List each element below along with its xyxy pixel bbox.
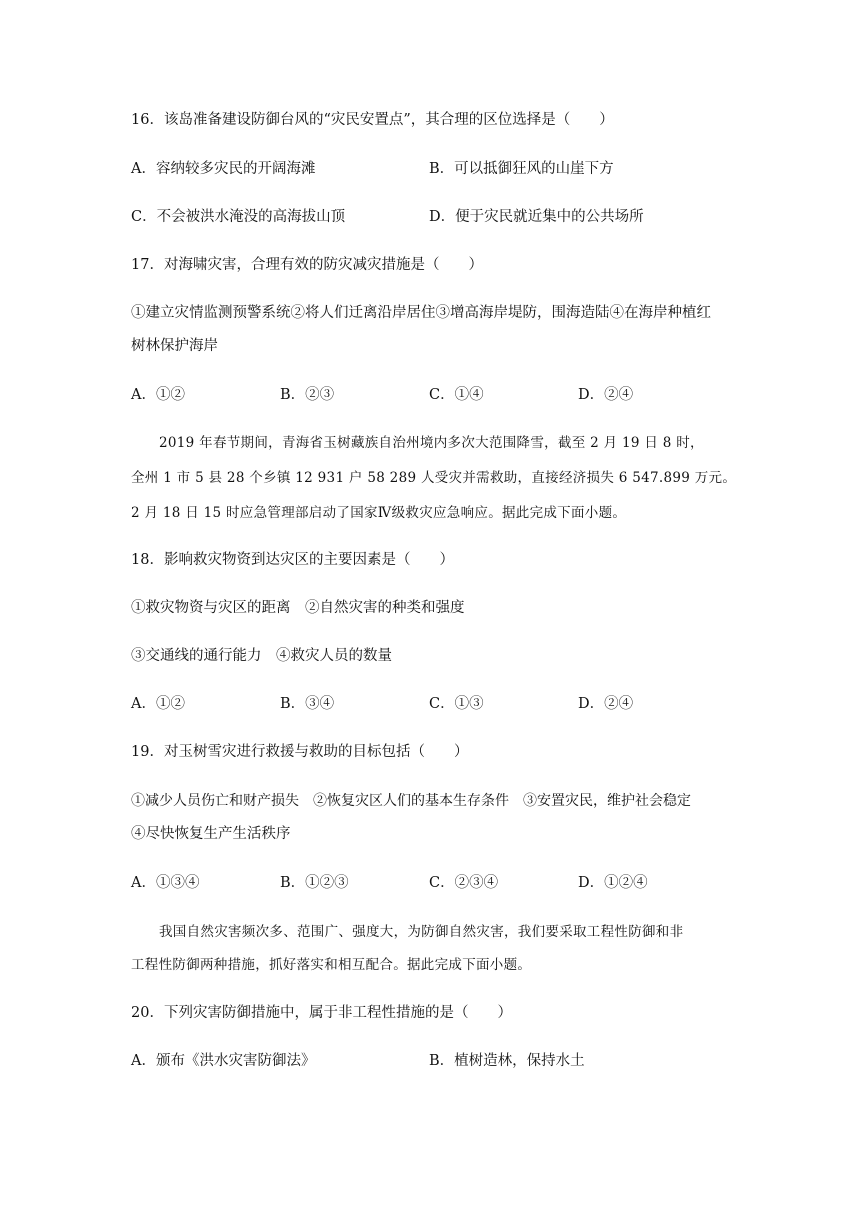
q16-option-b: B．可以抵御狂风的山崖下方 bbox=[429, 161, 614, 177]
q19-stem: 19．对玉树雪灾进行救援与救助的目标包括（ ） bbox=[131, 744, 469, 760]
q16-option-a: A．容纳较多灾民的开阔海滩 bbox=[131, 161, 316, 177]
q19-items-line1: ①减少人员伤亡和财产损失 ②恢复灾区人们的基本生存条件 ③安置灾民，维护社会稳定 bbox=[131, 793, 691, 809]
q17-items-line1: ①建立灾情监测预警系统②将人们迁离沿岸居住③增高海岸堤防，围海造陆④在海岸种植红 bbox=[131, 305, 711, 321]
q19-items-line2: ④尽快恢复生产生活秩序 bbox=[131, 826, 291, 842]
q20-option-b: B．植树造林，保持水土 bbox=[429, 1053, 585, 1069]
q17-option-a: A．①② bbox=[131, 387, 185, 403]
q18-items-line2: ③交通线的通行能力 ④救灾人员的数量 bbox=[131, 648, 392, 664]
q19-option-a: A．①③④ bbox=[131, 875, 200, 891]
passage1-line3: 2 月 18 日 15 时应急管理部启动了国家Ⅳ级救灾应急响应。据此完成下面小题。 bbox=[131, 505, 627, 521]
q16-option-c: C．不会被洪水淹没的高海拔山顶 bbox=[131, 209, 346, 225]
q20-stem: 20．下列灾害防御措施中，属于非工程性措施的是（ ） bbox=[131, 1005, 512, 1021]
q17-option-d: D．②④ bbox=[578, 387, 634, 403]
q18-option-c: C．①③ bbox=[429, 696, 484, 712]
q19-option-c: C．②③④ bbox=[429, 875, 499, 891]
passage1-line2: 全州 1 市 5 县 28 个乡镇 12 931 户 58 289 人受灾并需救助，直接经济损失 6 547.899 万元。 bbox=[131, 470, 737, 486]
q18-stem: 18．影响救灾物资到达灾区的主要因素是（ ） bbox=[131, 552, 454, 568]
q18-option-a: A．①② bbox=[131, 696, 185, 712]
q17-option-c: C．①④ bbox=[429, 387, 484, 403]
q19-option-b: B．①②③ bbox=[280, 875, 349, 891]
q18-option-b: B．③④ bbox=[280, 696, 335, 712]
q16-stem: 16．该岛准备建设防御台风的“灾民安置点”，其合理的区位选择是（ ） bbox=[131, 112, 614, 128]
passage2-line1: 我国自然灾害频次多、范围广、强度大，为防御自然灾害，我们要采取工程性防御和非 bbox=[159, 924, 684, 940]
q20-option-a: A．颁布《洪水灾害防御法》 bbox=[131, 1053, 316, 1069]
passage1-line1: 2019 年春节期间，青海省玉树藏族自治州境内多次大范围降雪，截至 2 月 19 日 8 时， bbox=[159, 435, 704, 451]
q18-option-d: D．②④ bbox=[578, 696, 634, 712]
q18-items-line1: ①救灾物资与灾区的距离 ②自然灾害的种类和强度 bbox=[131, 600, 465, 616]
q17-option-b: B．②③ bbox=[280, 387, 335, 403]
q19-option-d: D．①②④ bbox=[578, 875, 648, 891]
q17-stem: 17．对海啸灾害，合理有效的防灾减灾措施是（ ） bbox=[131, 257, 483, 273]
passage2-line2: 工程性防御两种措施，抓好落实和相互配合。据此完成下面小题。 bbox=[131, 957, 532, 973]
q17-items-line2: 树林保护海岸 bbox=[131, 338, 218, 354]
q16-option-d: D．便于灾民就近集中的公共场所 bbox=[429, 209, 644, 225]
